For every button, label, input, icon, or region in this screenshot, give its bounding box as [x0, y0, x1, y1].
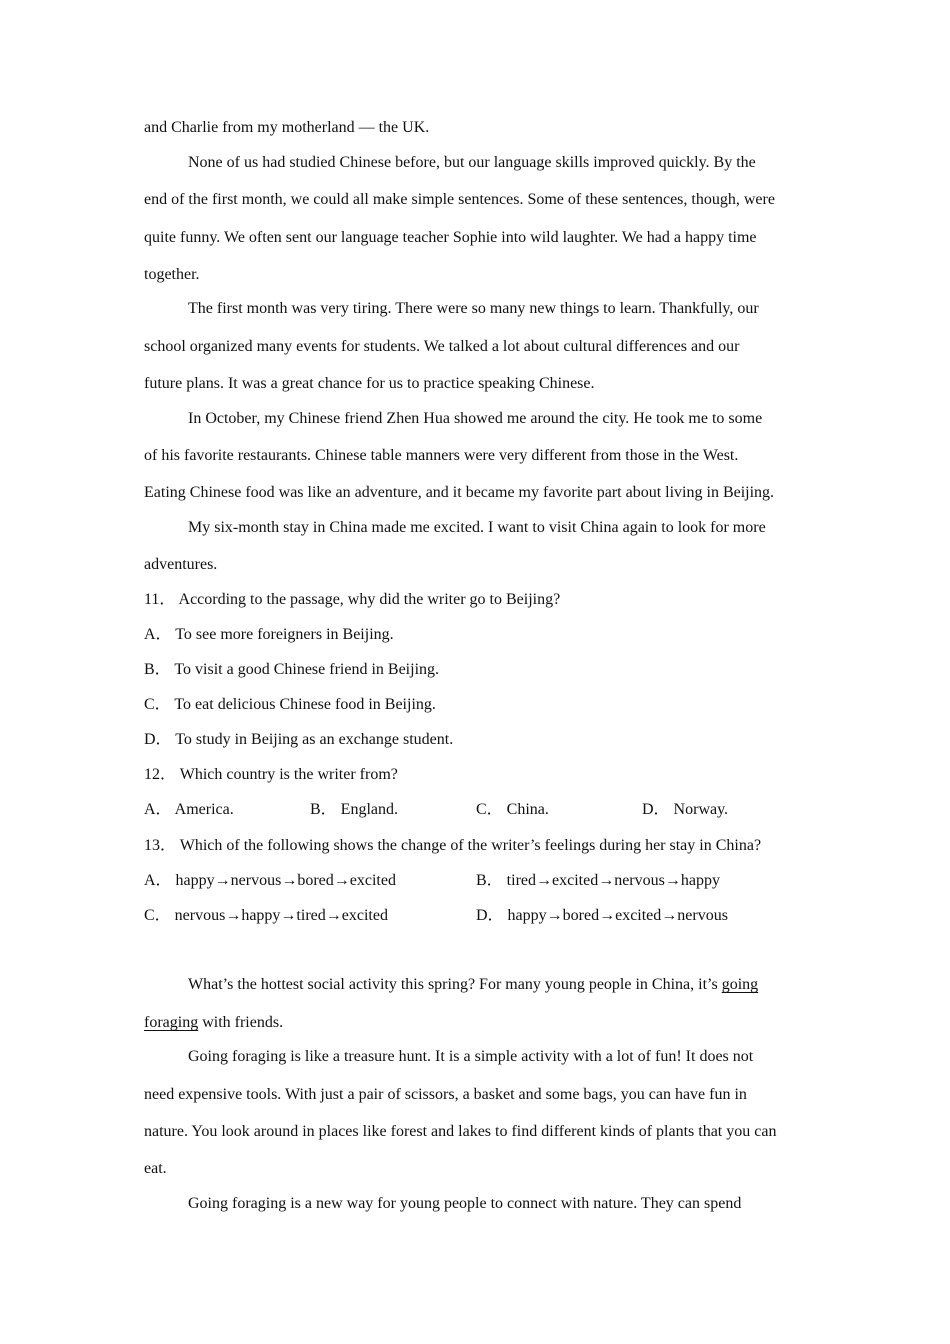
question-11-option-c: C． To eat delicious Chinese food in Beijing.	[144, 696, 436, 713]
passage1-line-12: My six-month stay in China made me excited. I want to visit China again to look for more	[188, 519, 766, 536]
passage1-line-2: None of us had studied Chinese before, but our language skills improved quickly. By the	[188, 154, 756, 171]
question-13-option-d: D． happy→bored→excited→nervous	[476, 907, 728, 924]
passage2-line-4: need expensive tools. With just a pair of scissors, a basket and some bags, you can have fun in	[144, 1086, 747, 1103]
question-12-stem: 12． Which country is the writer from?	[144, 766, 398, 783]
question-11-option-b: B． To visit a good Chinese friend in Beijing.	[144, 661, 440, 678]
question-12-option-c: C． China.	[476, 801, 549, 818]
passage2-line-1	[188, 975, 858, 995]
passage1-line-13: adventures.	[144, 556, 218, 573]
question-13-option-a: A． happy→nervous→bored→excited	[144, 872, 396, 889]
passage1-line-1: and Charlie from my motherland — the UK.	[144, 119, 430, 136]
question-13-option-b: B． tired→excited→nervous→happy	[476, 872, 720, 889]
question-13-option-c: C． nervous→happy→tired→excited	[144, 907, 388, 924]
passage1-line-11: Eating Chinese food was like an adventure, and it became my favorite part about living in Beijing.	[144, 484, 775, 501]
question-12-option-b: B． England.	[310, 801, 398, 818]
passage2-line-5: nature. You look around in places like forest and lakes to find different kinds of plants that you can	[144, 1123, 777, 1140]
question-11-stem: 11． According to the passage, why did the writer go to Beijing?	[144, 591, 561, 608]
underlined-term-going: going	[721, 976, 759, 993]
question-13-stem: 13． Which of the following shows the change of the writer’s feelings during her stay in China?	[144, 837, 762, 854]
passage1-line-7: school organized many events for students. We talked a lot about cultural differences and our	[144, 338, 740, 355]
passage1-line-5: together.	[144, 266, 200, 283]
passage2-line-1-text: What’s the hottest social activity this spring? For many young people in China, it’s	[188, 976, 722, 993]
passage1-line-3: end of the first month, we could all make simple sentences. Some of these sentences, though, were	[144, 191, 775, 208]
passage1-line-8: future plans. It was a great chance for us to practice speaking Chinese.	[144, 375, 595, 392]
passage1-line-4: quite funny. We often sent our language teacher Sophie into wild laughter. We had a happy time	[144, 229, 757, 246]
passage2-line-3: Going foraging is like a treasure hunt. It is a simple activity with a lot of fun! It does not	[188, 1048, 754, 1065]
passage1-line-9: In October, my Chinese friend Zhen Hua showed me around the city. He took me to some	[188, 410, 763, 427]
question-12-option-d: D． Norway.	[642, 801, 729, 818]
passage2-line-2-text: with friends.	[198, 1014, 284, 1031]
passage1-line-6: The first month was very tiring. There were so many new things to learn. Thankfully, our	[188, 300, 759, 317]
passage1-line-10: of his favorite restaurants. Chinese table manners were very different from those in the West.	[144, 447, 739, 464]
passage2-line-6: eat.	[144, 1160, 167, 1177]
passage2-line-2	[144, 1013, 814, 1033]
question-11-option-a: A． To see more foreigners in Beijing.	[144, 626, 394, 643]
question-12-option-a: A． America.	[144, 801, 234, 818]
passage2-line-7: Going foraging is a new way for young people to connect with nature. They can spend	[188, 1195, 742, 1212]
question-11-option-d: D． To study in Beijing as an exchange student.	[144, 731, 454, 748]
underlined-term-foraging: foraging	[144, 1014, 199, 1031]
